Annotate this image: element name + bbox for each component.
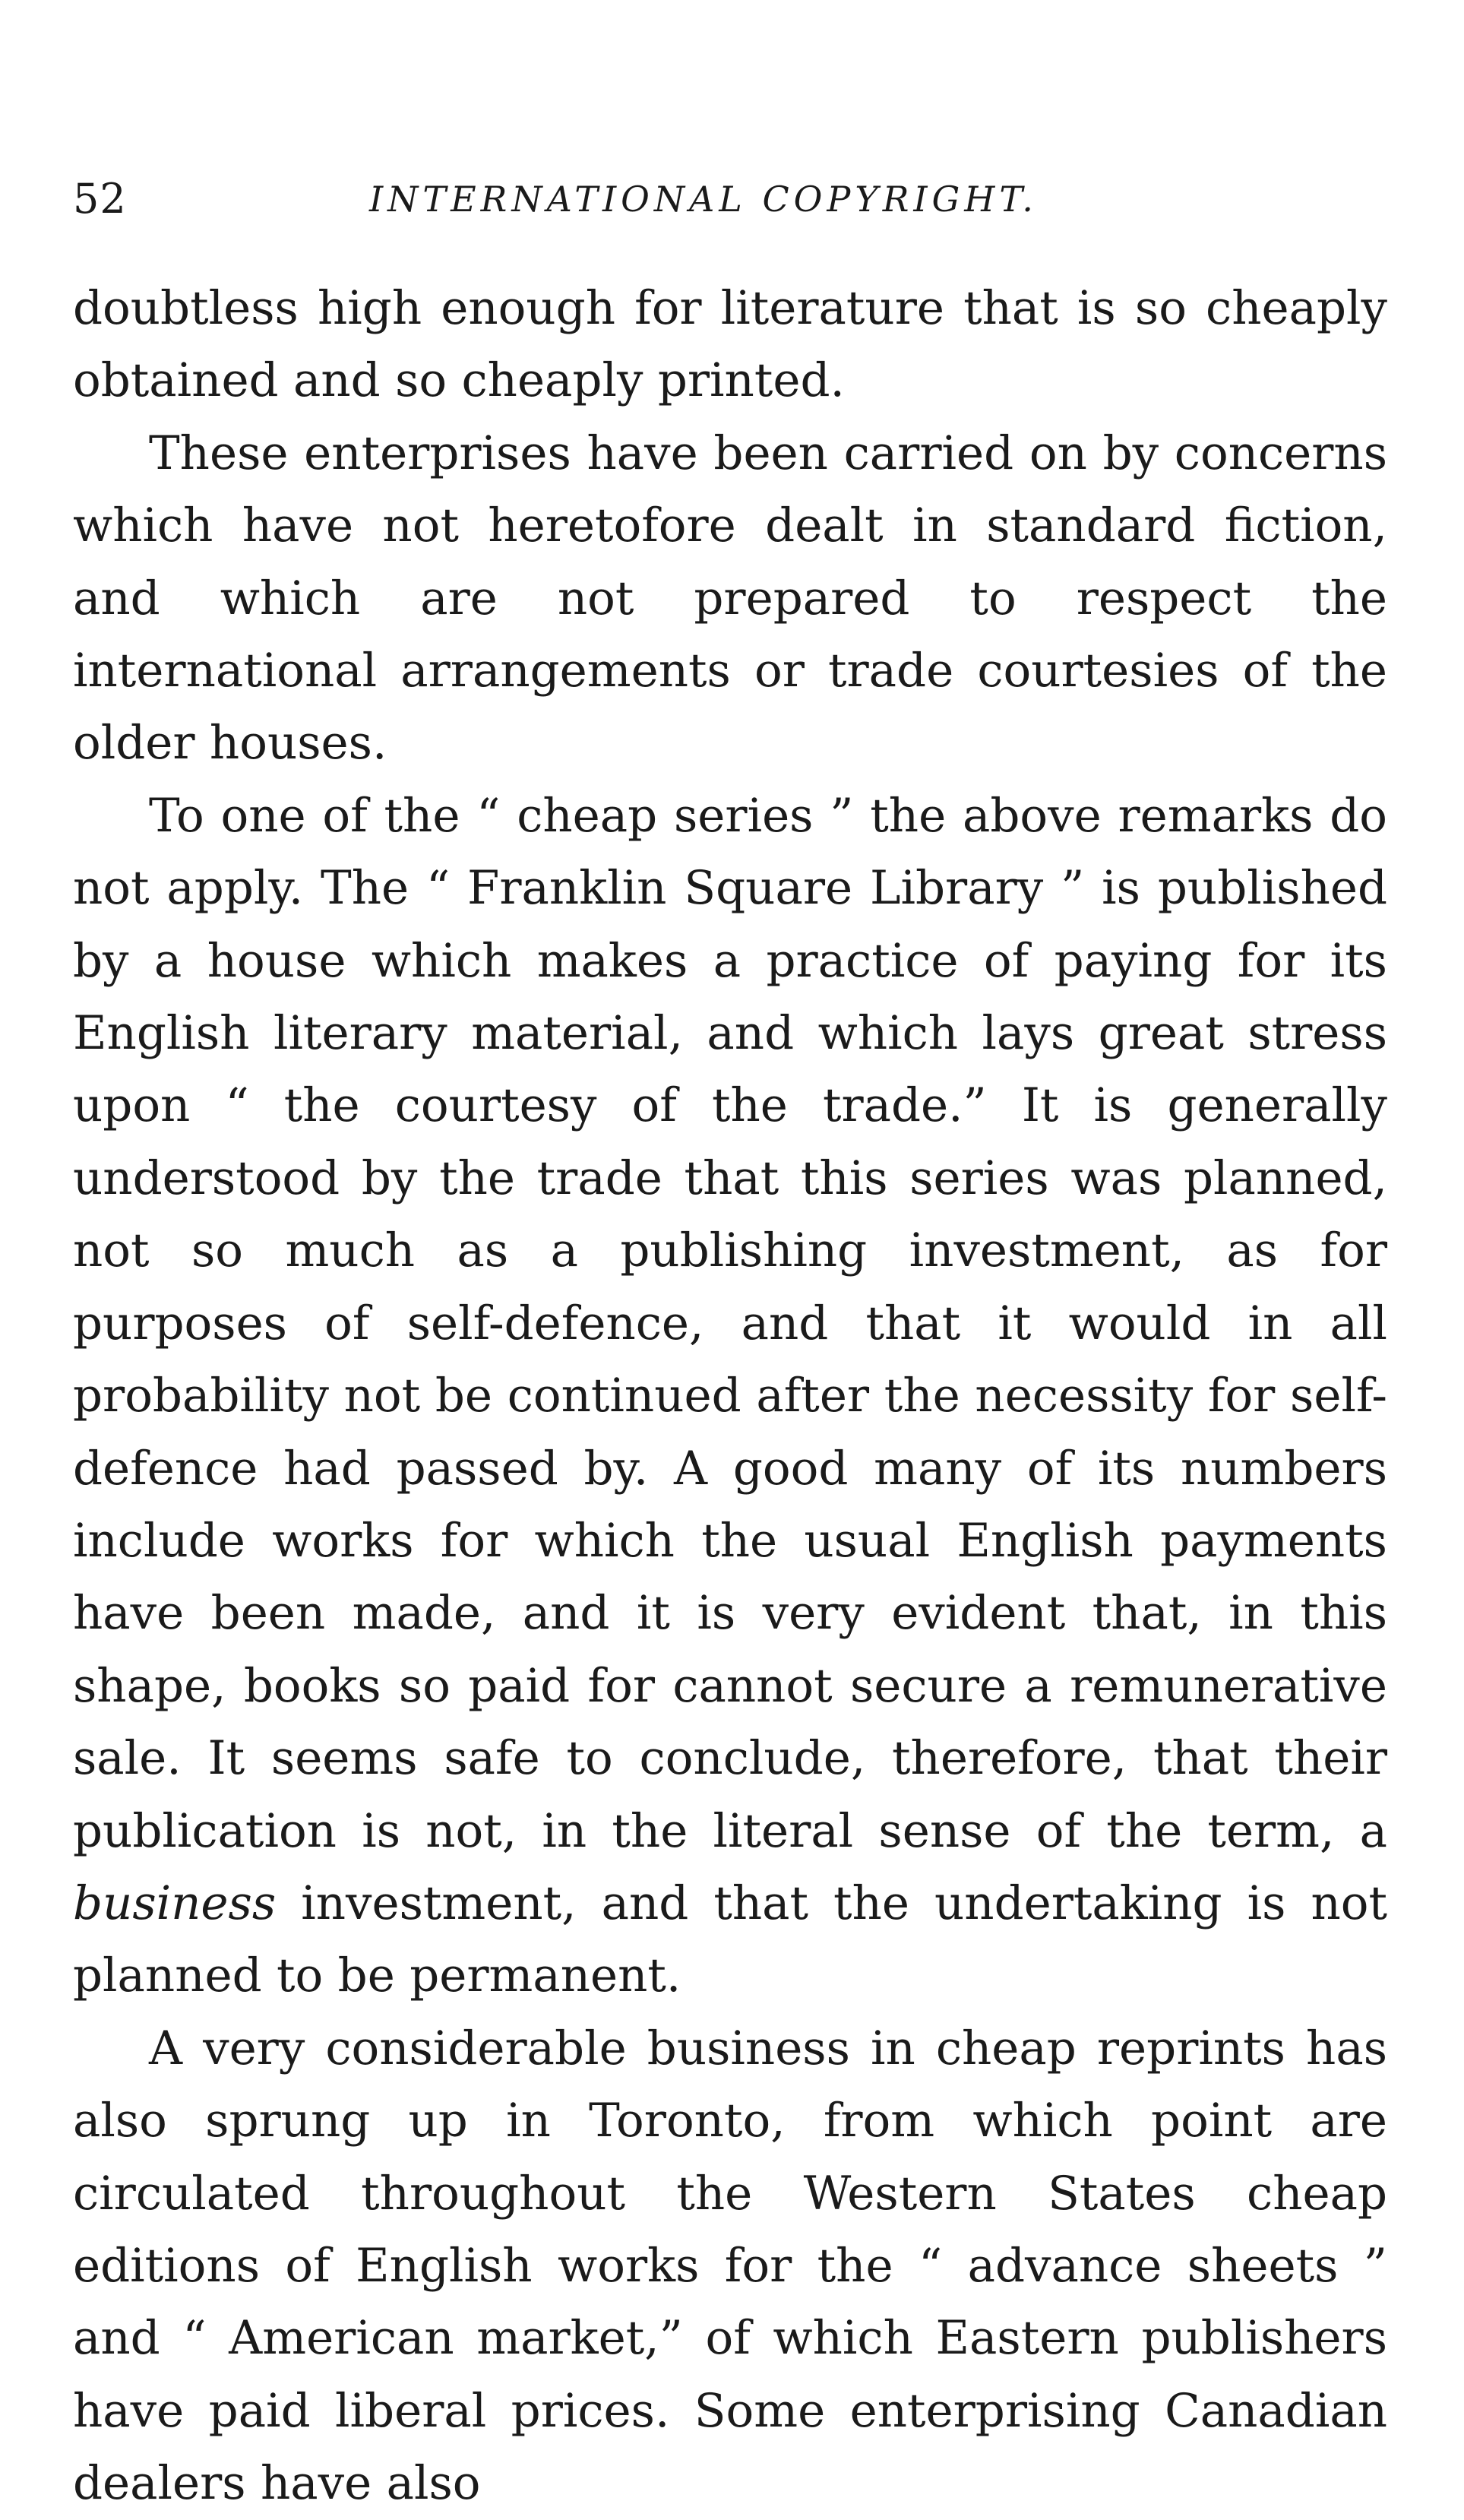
paragraph-4: A very considerable business in cheap reprints has also sprung up in Toronto, from which point are circulated throughout the Western States cheap editions of English works for the “ advance sheets ” and “ American market,” of which Eastern publishers have paid liberal prices. Some enterprising Canadian dealers have also xyxy=(73,2021,1387,2511)
paragraph-2: These enterprises have been carried on by concerns which have not heretofore dealt in standard fiction, and which are not prepared to respect the international arrangements or trade courtesies of the older houses. xyxy=(73,426,1387,771)
paragraph-3-italic-word: business xyxy=(73,1876,277,1930)
paragraph-3-text: To one of the “ cheap series ” the above remarks do not apply. The “ Franklin Square Library ” is published by a house which makes a practice of paying for its English literary material, and which lays great stress upon “ the courtesy of the trade.” It is generally understood by the trade that this series was planned, not so much as a publishing investment, as for purposes of self-defence, and that it would in all probability not be continued after the necessity for self-defence had passed by. A good many of its numbers include works for which the usual English payments have been made, and it is very evident that, in this shape, books so paid for cannot secure a remunerative sale. It seems safe to conclude, therefore, that their publication is not, in the literal sense of the term, a xyxy=(73,788,1387,1858)
paragraph-3-text-after: investment, and that the undertaking is not planned to be permanent. xyxy=(73,1876,1388,2003)
paragraph-1: doubtless high enough for literature that is so cheaply obtained and so cheaply printed. xyxy=(73,281,1387,408)
body-text xyxy=(73,272,1387,2520)
running-header xyxy=(73,169,1387,230)
paragraph-3 xyxy=(73,780,1387,2012)
page-number: 52 xyxy=(73,175,127,223)
running-title: INTERNATIONAL COPYRIGHT. xyxy=(369,179,1038,220)
